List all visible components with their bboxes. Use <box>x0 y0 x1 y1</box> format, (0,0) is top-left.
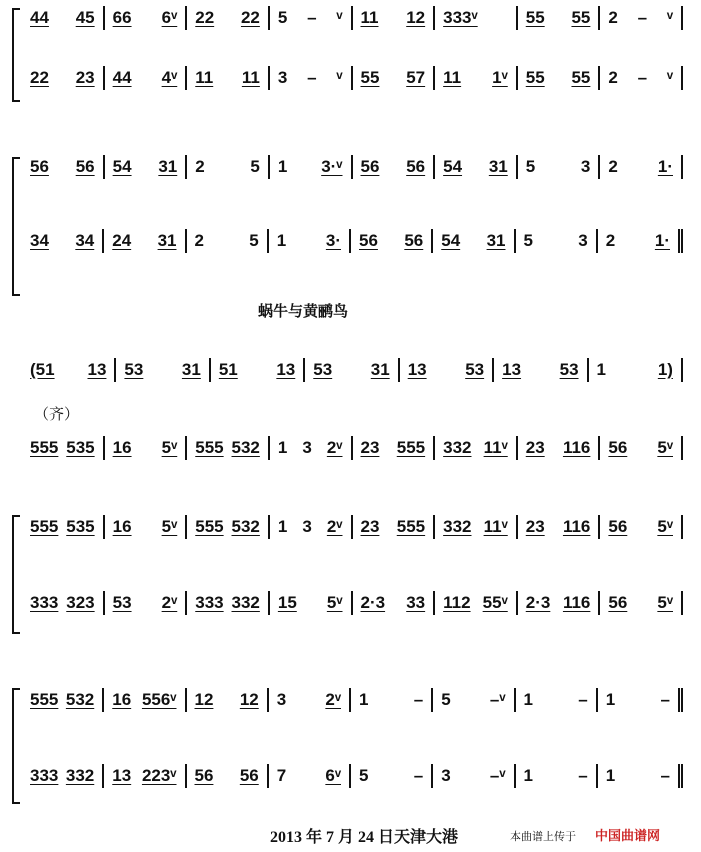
note-group: 31 <box>486 231 506 250</box>
note-group: 2ᵛ <box>325 690 341 709</box>
note-group: 5ᵛ <box>657 517 673 536</box>
unison-line <box>22 436 683 460</box>
staff-line <box>22 515 683 539</box>
measure <box>105 66 188 90</box>
note-group: 54 <box>441 231 461 250</box>
note-group: 56 <box>404 231 424 250</box>
note-group: 1 <box>605 766 616 785</box>
note-group: 332 <box>443 438 472 457</box>
measure <box>104 764 186 788</box>
note-group: 31 <box>370 360 390 379</box>
note-group: 2ᵛ <box>326 438 343 457</box>
note-group: 31 <box>158 157 178 176</box>
note-group: 22 <box>195 8 215 27</box>
measure <box>104 688 186 712</box>
system-brace <box>12 8 20 102</box>
song-title: 蜗牛与黄鹂鸟 <box>258 302 349 320</box>
note-group: 3· <box>325 231 341 250</box>
measure <box>211 358 305 382</box>
note-group: – <box>307 68 317 87</box>
note-group: 1· <box>654 231 670 250</box>
note-group: 5 <box>249 231 259 250</box>
note-group: 555 <box>195 438 224 457</box>
note-group: 11ᵛ <box>483 517 508 536</box>
note-group: 22 <box>240 8 260 27</box>
note-group: (51 <box>30 360 55 379</box>
note-group: 56 <box>194 766 214 785</box>
note-group: 5 <box>523 231 533 250</box>
note-group: 2 <box>194 231 204 250</box>
note-group: – <box>413 766 424 785</box>
intro-line <box>22 358 683 382</box>
note-group: 3 <box>578 231 588 250</box>
note-group: – <box>660 690 670 709</box>
note-group: 23 <box>525 517 545 536</box>
measure <box>105 155 188 179</box>
note-group: 5 <box>250 157 260 176</box>
note-group: 1) <box>657 360 673 379</box>
measure <box>435 515 518 539</box>
measure <box>105 436 188 460</box>
note-group: 2 <box>608 68 618 87</box>
note-group: 11 <box>195 68 214 87</box>
note-group: 56 <box>75 157 95 176</box>
note-group: 23 <box>360 517 380 536</box>
measure <box>433 229 515 253</box>
measure <box>353 591 436 615</box>
measure <box>518 515 601 539</box>
note-group: 6ᵛ <box>161 8 178 27</box>
measure <box>270 591 353 615</box>
note-group: 116 <box>562 438 591 457</box>
note-group: 53 <box>124 360 144 379</box>
system-brace <box>12 157 20 296</box>
note-group: – <box>637 8 648 27</box>
note-group: 3 <box>441 766 451 785</box>
note-group: 23 <box>75 68 95 87</box>
measure <box>589 358 683 382</box>
note-group: 1 <box>277 438 288 457</box>
note-group: 51 <box>218 360 238 379</box>
note-group: 1 <box>605 690 616 709</box>
note-group: 555 <box>30 438 59 457</box>
note-group: 7 <box>276 766 287 785</box>
note-group: 56 <box>608 593 628 612</box>
note-group: 34 <box>75 231 95 250</box>
measure <box>600 155 683 179</box>
measure <box>494 358 588 382</box>
note-group: – <box>413 690 424 709</box>
note-group: 56 <box>239 766 259 785</box>
note-group: – <box>660 766 670 785</box>
note-group: 3 <box>580 157 591 176</box>
measure <box>435 66 518 90</box>
measure <box>22 515 105 539</box>
note-group: 54 <box>112 157 132 176</box>
measure <box>435 591 518 615</box>
measure <box>187 155 270 179</box>
note-group: 53 <box>559 360 579 379</box>
measure <box>351 764 433 788</box>
note-group: 12 <box>239 690 259 709</box>
measure <box>105 515 188 539</box>
note-group: 13 <box>87 360 107 379</box>
note-group: 16 <box>112 517 132 536</box>
note-group: 56 <box>406 157 426 176</box>
note-group: 532 <box>231 438 260 457</box>
note-group: 3 <box>302 517 312 536</box>
note-group: 56 <box>360 157 380 176</box>
note-group: 13 <box>407 360 427 379</box>
note-group: 2 <box>608 8 618 27</box>
note-group: 3 <box>276 690 287 709</box>
note-group: 6ᵛ <box>325 766 341 785</box>
unison-label: （齐） <box>34 405 80 423</box>
note-group: 56 <box>608 438 628 457</box>
note-group: 1 <box>277 517 288 536</box>
note-group: 323 <box>66 593 95 612</box>
note-group: 555 <box>30 517 59 536</box>
measure <box>400 358 494 382</box>
measure <box>269 229 351 253</box>
note-group: 2·3 <box>525 593 551 612</box>
note-group: 1 <box>523 690 533 709</box>
note-group: 24 <box>112 231 132 250</box>
date-place: 2013 年 7 月 24 日天津大港 <box>270 829 459 846</box>
note-group: 53 <box>112 593 132 612</box>
measure <box>518 155 601 179</box>
note-group: 555 <box>195 517 224 536</box>
note-group: 535 <box>66 517 95 536</box>
note-group: 2ᵛ <box>326 517 343 536</box>
note-group: 556ᵛ <box>141 690 177 709</box>
note-group: 55 <box>525 8 545 27</box>
note-group: 1 <box>596 360 606 379</box>
note-group: 55 <box>360 68 380 87</box>
note-group: 333 <box>30 766 59 785</box>
staff-line <box>22 688 683 712</box>
note-group: 55 <box>525 68 545 87</box>
note-group: 31 <box>181 360 201 379</box>
note-group: ᵛ <box>336 68 343 87</box>
note-group: 333ᵛ <box>443 8 478 27</box>
measure <box>22 6 105 30</box>
note-group: 22 <box>30 68 49 87</box>
note-group: 532 <box>231 517 260 536</box>
measure <box>516 688 598 712</box>
note-group: 44 <box>112 68 132 87</box>
measure <box>518 436 601 460</box>
note-group: 16 <box>112 438 132 457</box>
measure <box>187 436 270 460</box>
measure <box>518 6 601 30</box>
note-group: –ᵛ <box>489 690 506 709</box>
note-group: 44 <box>30 8 49 27</box>
note-group: 1 <box>276 231 287 250</box>
measure <box>270 155 353 179</box>
note-group: 555 <box>30 690 59 709</box>
measure <box>600 66 683 90</box>
note-group: 13 <box>112 766 132 785</box>
measure <box>351 229 433 253</box>
note-group: 56 <box>30 157 49 176</box>
note-group: 11 <box>443 68 462 87</box>
note-group: 31 <box>157 231 177 250</box>
note-group: 333 <box>195 593 224 612</box>
measure <box>22 229 104 253</box>
measure <box>598 688 683 712</box>
note-group: 5 <box>277 8 288 27</box>
note-group: 2ᵛ <box>161 593 178 612</box>
measure <box>22 155 105 179</box>
measure <box>518 66 601 90</box>
note-group: 333 <box>30 593 59 612</box>
note-group: 5ᵛ <box>326 593 343 612</box>
measure <box>22 436 105 460</box>
note-group: 4ᵛ <box>161 68 178 87</box>
note-group: 13 <box>276 360 296 379</box>
note-group: 34 <box>30 231 49 250</box>
measure <box>187 764 269 788</box>
note-group: ᵛ <box>666 8 673 27</box>
measure <box>353 436 436 460</box>
note-group: ᵛ <box>336 8 343 27</box>
note-group: 2 <box>608 157 618 176</box>
note-group: 66 <box>112 8 132 27</box>
measure <box>269 688 351 712</box>
note-group: 55 <box>571 8 591 27</box>
note-group: 116 <box>562 593 591 612</box>
note-group: 31 <box>488 157 508 176</box>
note-group: 12 <box>194 690 214 709</box>
measure <box>435 6 518 30</box>
note-group: 5ᵛ <box>657 438 673 457</box>
note-group: 15 <box>277 593 297 612</box>
note-group: 23 <box>360 438 380 457</box>
note-group: 116 <box>562 517 591 536</box>
note-group: 11ᵛ <box>483 438 508 457</box>
note-group: 5ᵛ <box>161 438 178 457</box>
measure <box>305 358 399 382</box>
note-group: 1 <box>523 766 533 785</box>
note-group: 11 <box>360 8 379 27</box>
measure <box>598 764 683 788</box>
measure <box>22 358 116 382</box>
note-group: 2 <box>605 231 616 250</box>
measure <box>270 436 353 460</box>
measure <box>351 688 433 712</box>
note-group: 1 <box>359 690 369 709</box>
staff-line <box>22 229 683 253</box>
system-brace <box>12 688 20 804</box>
note-group: 16 <box>112 690 132 709</box>
system-brace <box>12 515 20 634</box>
measure <box>270 6 353 30</box>
measure <box>353 66 436 90</box>
measure <box>187 229 269 253</box>
note-group: 112 <box>443 593 471 612</box>
note-group: – <box>578 766 588 785</box>
note-group: – <box>637 68 648 87</box>
note-group: 33 <box>406 593 426 612</box>
note-group: 12 <box>406 8 426 27</box>
measure <box>353 6 436 30</box>
note-group: 45 <box>75 8 95 27</box>
note-group: 5ᵛ <box>657 593 673 612</box>
note-group: 2·3 <box>360 593 386 612</box>
note-group: 3 <box>277 68 288 87</box>
measure <box>270 66 353 90</box>
measure <box>600 436 683 460</box>
note-group: 23 <box>525 438 545 457</box>
note-group: 53 <box>313 360 333 379</box>
measure <box>433 688 515 712</box>
note-group: 555 <box>396 438 426 457</box>
note-group: 1· <box>657 157 673 176</box>
note-group: 555 <box>396 517 426 536</box>
measure <box>516 229 598 253</box>
note-group: 535 <box>66 438 95 457</box>
note-group: 55ᵛ <box>482 593 508 612</box>
note-group: 332 <box>231 593 260 612</box>
note-group: 53 <box>465 360 485 379</box>
site-logo[interactable]: 中国曲谱网 <box>595 828 661 843</box>
upload-credit: 本曲谱上传于 <box>510 831 576 843</box>
note-group: 5 <box>441 690 451 709</box>
note-group: 54 <box>443 157 463 176</box>
staff-line <box>22 764 683 788</box>
note-group: 3 <box>302 438 312 457</box>
note-group: ᵛ <box>666 68 673 87</box>
note-group: 1 <box>277 157 288 176</box>
measure <box>105 6 188 30</box>
measure <box>516 764 598 788</box>
measure <box>22 591 105 615</box>
measure <box>600 6 683 30</box>
measure <box>116 358 210 382</box>
staff-line <box>22 155 683 179</box>
note-group: 57 <box>406 68 426 87</box>
measure <box>270 515 353 539</box>
measure <box>22 688 104 712</box>
measure <box>518 591 601 615</box>
measure <box>187 688 269 712</box>
note-group: 55 <box>571 68 591 87</box>
note-group: 332 <box>443 517 472 536</box>
measure <box>105 591 188 615</box>
measure <box>600 591 683 615</box>
note-group: 5 <box>359 766 369 785</box>
staff-line <box>22 591 683 615</box>
measure <box>187 6 270 30</box>
note-group: 56 <box>608 517 628 536</box>
measure <box>433 764 515 788</box>
measure <box>435 155 518 179</box>
note-group: 56 <box>359 231 378 250</box>
note-group: – <box>578 690 588 709</box>
measure <box>22 764 104 788</box>
measure <box>598 229 683 253</box>
measure <box>187 515 270 539</box>
measure <box>353 515 436 539</box>
note-group: – <box>307 8 317 27</box>
measure <box>435 436 518 460</box>
note-group: 2 <box>195 157 205 176</box>
note-group: 5ᵛ <box>161 517 178 536</box>
measure <box>353 155 436 179</box>
note-group: 1ᵛ <box>492 68 508 87</box>
measure <box>187 66 270 90</box>
note-group: 332 <box>65 766 95 785</box>
measure <box>269 764 351 788</box>
measure <box>22 66 105 90</box>
staff-line <box>22 66 683 90</box>
measure <box>104 229 186 253</box>
note-group: 13 <box>502 360 522 379</box>
note-group: –ᵛ <box>489 766 506 785</box>
note-group: 223ᵛ <box>141 766 177 785</box>
note-group: 5 <box>525 157 536 176</box>
measure <box>187 591 270 615</box>
staff-line <box>22 6 683 30</box>
note-group: 11 <box>241 68 260 87</box>
measure <box>600 515 683 539</box>
note-group: 3·ᵛ <box>321 157 343 176</box>
note-group: 532 <box>65 690 95 709</box>
